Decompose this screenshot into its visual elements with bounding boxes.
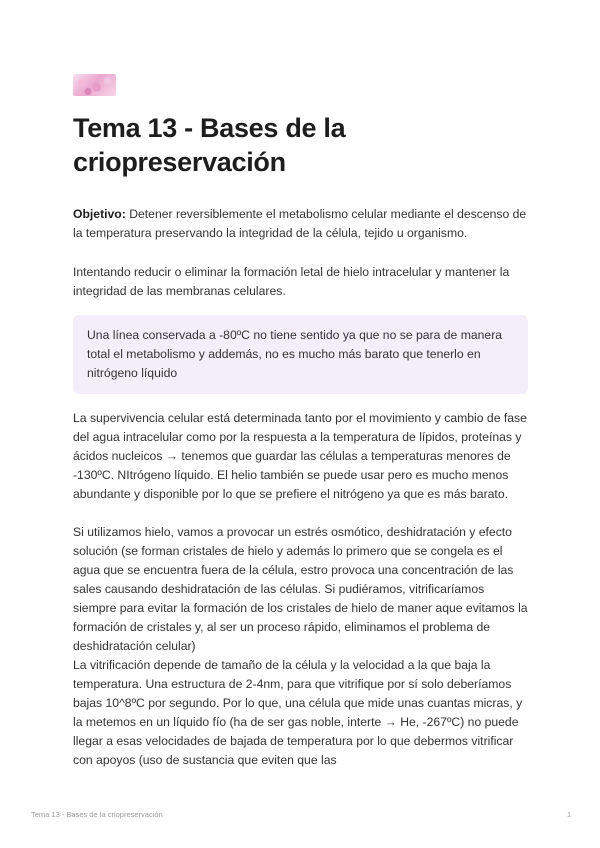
- page-title: Tema 13 - Bases de la criopreservación: [73, 113, 346, 177]
- callout-box: Una línea conservada a -80ºC no tiene sentido ya que no se para de manera total el metabolismo y addemás, no es mucho más barato que tenerlo en nitrógeno líquido: [73, 315, 528, 394]
- objective-text: Detener reversiblemente el metabolismo celular mediante el descenso de la temperatura preservando la integridad de la célula, tejido u organismo.: [73, 207, 527, 240]
- objective-paragraph: [73, 205, 529, 243]
- cover-image: [73, 74, 116, 96]
- footer-title: Tema 13 - Bases de la criopreservación: [31, 810, 163, 819]
- paragraph-vitrificacion: La vitrificación depende de tamaño de la célula y la velocidad a la que baja la temperatura. Una estructura de 2-4nm, para que vitrifique por sí solo deberíamos bajas 10^8ºC por segundo. Por lo que, una célula que mide unas cuantas micras, y la metemos en un líquido fío (ha de ser gas noble, interte → He, -267ºC) no puede llegar a esas velocidades de bajada de temperatura por lo que debermos vitrificar con apoyos (uso de sustancia que eviten que las: [73, 658, 523, 767]
- paragraph-hielo: Si utilizamos hielo, vamos a provocar un estrés osmótico, deshidratación y efecto solución (se forman cristales de hielo y además lo primero que se congela es el agua que se encuentra fuera de la célula, estro provoca una concentración de las sales causando deshidratación de las células. Si pudiéramos, vitrificaríamos siempre para evitar la formación de los cristales de hielo de maner aque evitamos la formación de cristales y, al ser un proceso rápido, eliminamos el problema de deshidratación celular): [73, 525, 528, 653]
- paragraph-intro: Intentando reducir o eliminar la formación letal de hielo intracelular y mantener la integridad de las membranas celulares.: [73, 265, 510, 298]
- objective-label: Objetivo:: [73, 207, 126, 221]
- paragraph-supervivencia: La supervivencia celular está determinada tanto por el movimiento y cambio de fase del agua intracelular como por la respuesta a la temperatura de lípidos, proteínas y ácidos nucleicos → tenemos que guardar las células a temperaturas menores de -130ºC. NItrógeno líquido. El helio también se puede usar pero es mucho menos abundante y disponible por lo que se prefiere el nitrógeno ya que es más barato.: [73, 411, 527, 501]
- footer-page-number: 1: [567, 810, 572, 819]
